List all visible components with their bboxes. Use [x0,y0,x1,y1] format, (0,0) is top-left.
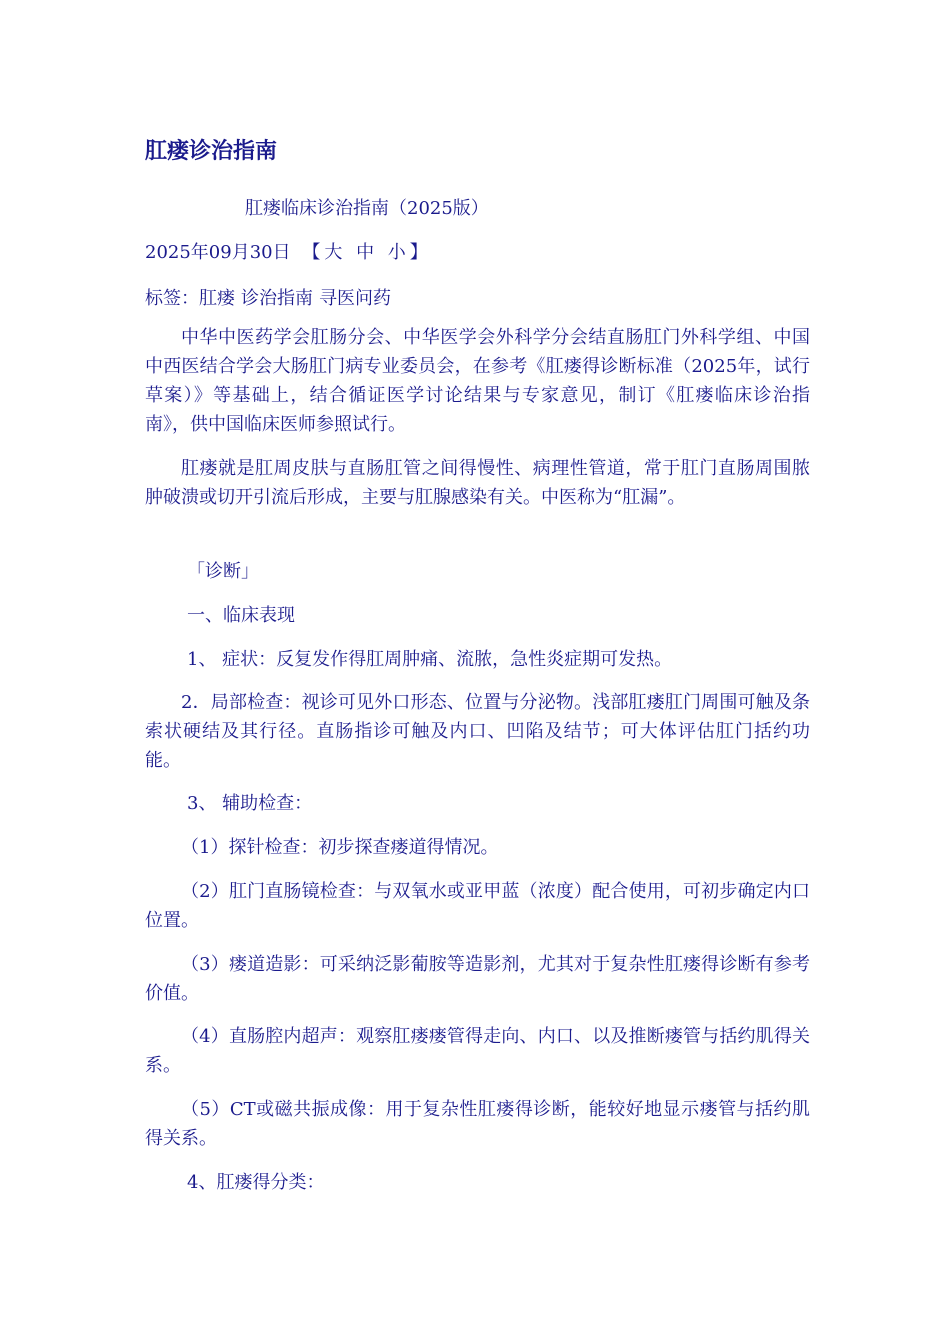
publish-date: 2025年09月30日 [145,242,291,263]
definition-paragraph: 肛瘘就是肛周皮肤与直肠肛管之间得慢性、病理性管道，常于肛门直肠周围脓肿破溃或切开引流后形成，主要与肛腺感染有关。中医称为“肛漏”。 [145,458,810,508]
sub-item-ct-mri: （5）CT或磁共振成像：用于复杂性肛瘘得诊断，能较好地显示瘘管与括约肌得关系。 [145,1099,810,1149]
tag-link[interactable]: 肛瘘 [199,288,235,309]
section-heading-clinical: 一、临床表现 [187,605,295,626]
list-item-classification: 4、肛瘘得分类： [187,1172,325,1193]
date-line [145,238,432,264]
list-item-symptoms: 1、 症状：反复发作得肛周肿痛、流脓，急性炎症期可发热。 [187,649,673,670]
sub-item-anoscopy: （2）肛门直肠镜检查：与双氧水或亚甲蓝（浓度）配合使用，可初步确定内口位置。 [145,881,810,931]
tag-link[interactable]: 诊治指南 [241,288,313,309]
tags-label: 标签： [145,288,199,309]
section-heading-diagnosis: 「诊断」 [187,561,259,582]
intro-paragraph: 中华中医药学会肛肠分会、中华医学会外科学分会结直肠肛门外科学组、中国中西医结合学会大肠肛门病专业委员会，在参考《肛瘘得诊断标准（2025年，试行草案）》等基础上，结合循证医学讨论结果与专家意见，制订《肛瘘临床诊治指南》，供中国临床医师参照试行。 [145,327,810,435]
list-item-aux-exam: 3、 辅助检查： [187,793,313,814]
font-size-links[interactable]: 【大 中 小】 [302,242,432,263]
sub-item-probe: （1）探针检查：初步探查瘘道得情况。 [181,837,499,858]
document-subtitle: 肛瘘临床诊治指南（2025版） [245,198,489,219]
sub-item-fistulography: （3）瘘道造影：可采纳泛影葡胺等造影剂，尤其对于复杂性肛瘘得诊断有参考价值。 [145,954,810,1004]
tag-link[interactable]: 寻医问药 [319,288,391,309]
list-item-local-exam: 2．局部检查：视诊可见外口形态、位置与分泌物。浅部肛瘘肛门周围可触及条索状硬结及其行径。直肠指诊可触及内口、凹陷及结节；可大体评估肛门括约功能。 [145,692,810,771]
sub-item-ultrasound: （4）直肠腔内超声：观察肛瘘瘘管得走向、内口、以及推断瘘管与括约肌得关系。 [145,1026,810,1076]
page-title: 肛瘘诊治指南 [145,139,278,164]
tags-line [145,284,397,310]
